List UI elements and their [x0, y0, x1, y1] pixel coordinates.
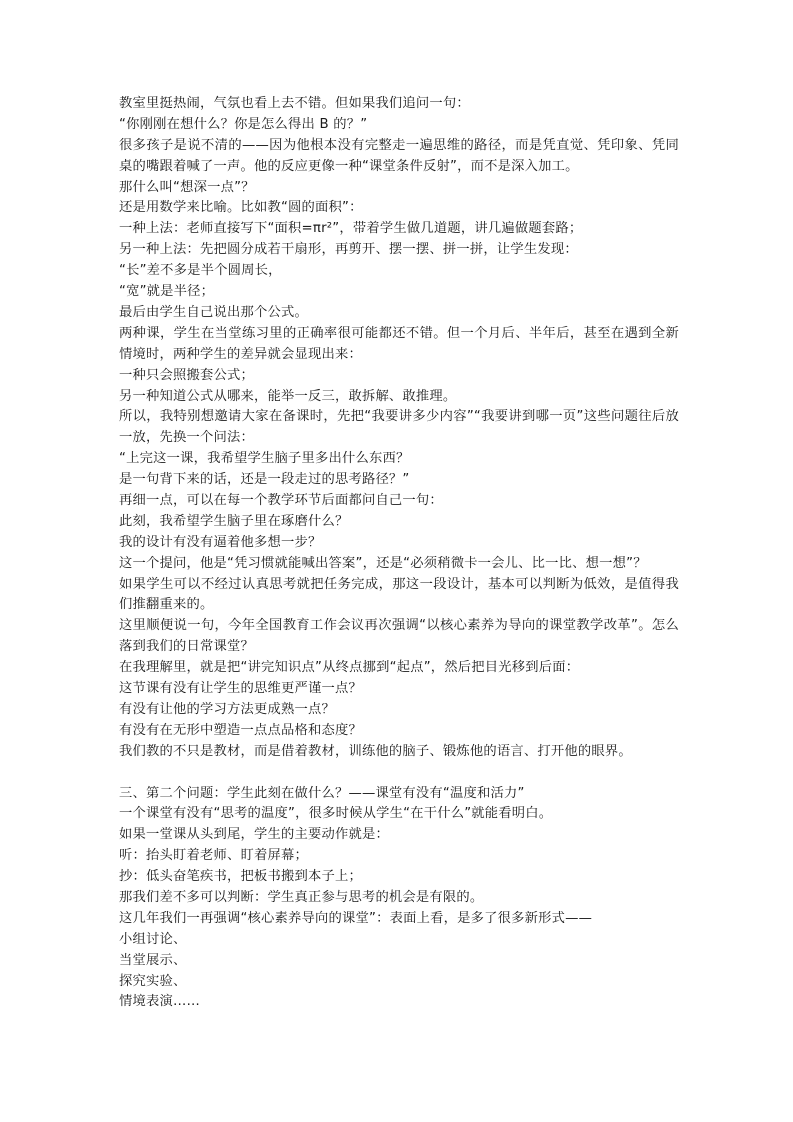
paragraph-line: 那我们差不多可以判断：学生真正参与思考的机会是有限的。	[119, 890, 484, 905]
paragraph-line: 那什么叫“想深一点”？	[119, 179, 255, 195]
paragraph-line: 一个课堂有没有“思考的温度”，很多时候从学生“在干什么”就能看明白。	[119, 806, 553, 822]
paragraph-line: 两种课，学生在当堂练习里的正确率很可能都还不错。但一个月后、半年后，甚至在遇到全新情境时，两种学生的差异就会显现出来：	[119, 325, 679, 362]
paragraph-line: 一种上法：老师直接写下“面积=πr²”，带着学生做几道题，讲几遍做题套路；	[119, 221, 583, 237]
paragraph-line: 很多孩子是说不清的——因为他根本没有完整走一遍思维的路径，而是凭直觉、凭印象、凭同桌的嘴跟着喊了一声。他的反应更像一种“课堂条件反射”，而不是深入加工。	[119, 137, 679, 174]
document-body	[119, 94, 679, 1013]
paragraph-line: 教室里挺热闹，气氛也看上去不错。但如果我们追问一句：	[119, 96, 470, 111]
paragraph-line: 另一种上法：先把圆分成若干扇形，再剪开、摆一摆、拼一拼，让学生发现：	[119, 242, 578, 258]
paragraph-line: 此刻，我希望学生脑子里在琢磨什么？	[119, 513, 349, 529]
paragraph-line: 这节课有没有让学生的思维更严谨一点？	[119, 681, 362, 697]
paragraph-line: 是一句背下来的话，还是一段走过的思考路径？”	[119, 472, 410, 488]
paragraph-line: 如果一堂课从头到尾，学生的主要动作就是：	[119, 827, 389, 843]
paragraph-line: 情境表演……	[119, 994, 200, 1010]
paragraph-line: 还是用数学来比喻。比如教“圆的面积”：	[119, 200, 363, 216]
paragraph-line: 小组讨论、	[119, 931, 187, 947]
paragraph-line: 我们教的不只是教材，而是借着教材，训练他的脑子、锻炼他的语言、打开他的眼界。	[119, 743, 632, 759]
paragraph-line: 听：抬头盯着老师、盯着屏幕；	[119, 848, 308, 864]
paragraph-line: 最后由学生自己说出那个公式。	[119, 304, 308, 320]
paragraph-line: 我的设计有没有逼着他多想一步？	[119, 534, 322, 550]
paragraph-line: 再细一点，可以在每一个教学环节后面都问自己一句：	[119, 493, 443, 509]
section-heading: 三、第二个问题：学生此刻在做什么？——课堂有没有“温度和活力”	[119, 785, 525, 801]
paragraph-line: “上完这一课，我希望学生脑子里多出什么东西？	[119, 451, 410, 467]
paragraph-line: 如果学生可以不经过认真思考就把任务完成，那这一段设计，基本可以判断为低效，是值得我们推翻重来的。	[119, 576, 679, 613]
paragraph-line: 有没有在无形中塑造一点点品格和态度？	[119, 722, 362, 738]
paragraph-line: “长”差不多是半个圆周长，	[119, 263, 282, 279]
paragraph-line: 抄：低头奋笔疾书，把板书搬到本子上；	[119, 869, 362, 885]
paragraph-line: 在我理解里，就是把“讲完知识点”从终点挪到“起点”，然后把目光移到后面：	[119, 660, 580, 676]
paragraph-line: 所以，我特别想邀请大家在备课时，先把“我要讲多少内容”“我要讲到哪一页”这些问题往后放一放，先换一个问法：	[119, 409, 679, 446]
blank-line	[119, 763, 679, 784]
paragraph-line: 这里顺便说一句，今年全国教育工作会议再次强调“以核心素养为导向的课堂教学改革”。怎么落到我们的日常课堂？	[119, 618, 679, 655]
paragraph-line: 这几年我们一再强调“核心素养导向的课堂”：表面上看，是多了很多新形式——	[119, 910, 593, 926]
paragraph-line: 另一种知道公式从哪来，能举一反三，敢拆解、敢推理。	[119, 388, 457, 404]
paragraph-line: 有没有让他的学习方法更成熟一点？	[119, 701, 335, 717]
paragraph-line: 这一个提问，他是“凭习惯就能喊出答案”，还是“必须稍微卡一会儿、比一比、想一想”？	[119, 555, 647, 571]
paragraph-line: “你刚刚在想什么？你是怎么得出 B 的？”	[119, 116, 368, 132]
paragraph-line: 当堂展示、	[119, 952, 187, 968]
paragraph-line: “宽”就是半径；	[119, 284, 215, 300]
paragraph-line: 探究实验、	[119, 973, 187, 989]
paragraph-line: 一种只会照搬套公式；	[119, 367, 254, 383]
